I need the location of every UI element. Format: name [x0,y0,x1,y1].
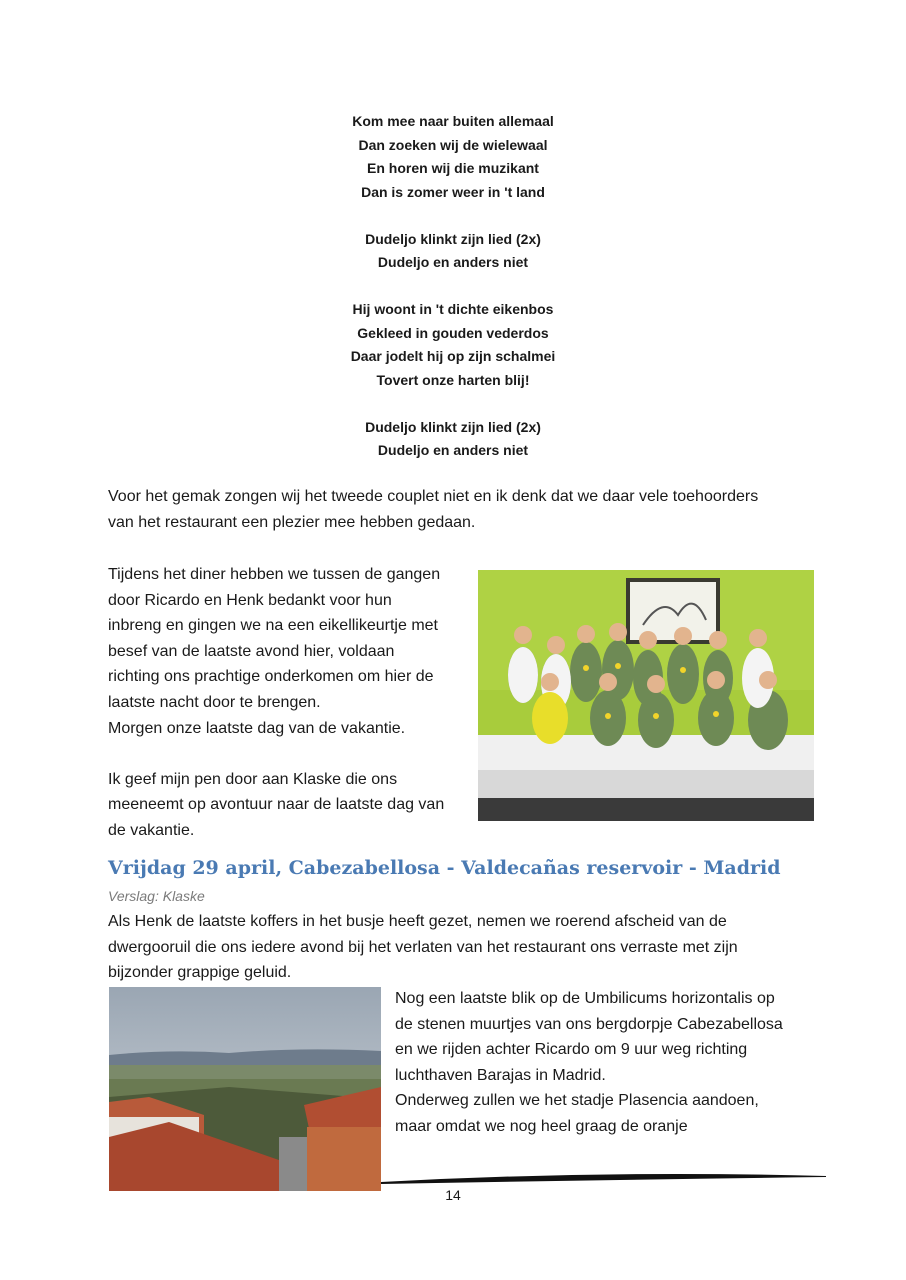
song-lyrics [0,110,906,486]
text-line: maar omdat we nog heel graag de oranje [395,1117,688,1135]
lyric-line: Hij woont in 't dichte eikenbos [352,301,554,317]
song-chorus [0,416,906,463]
paragraph-gap [108,741,468,767]
lyric-line: Dudeljo klinkt zijn lied (2x) [365,418,541,435]
text-line: richting ons prachtige onderkomen om hier de [108,668,434,686]
text-line: laatste nacht door te brengen. [108,693,321,711]
lyric-line: Dudeljo en anders niet [377,442,529,458]
paragraph-last-look [395,986,815,1140]
text-line: luchthaven Barajas in Madrid. [395,1066,606,1084]
section-heading: Vrijdag 29 april, Cabezabellosa - Valdecañas reservoir - Madrid [108,857,781,879]
song-chorus [0,228,906,275]
lyric-line: En horen wij die muzikant [367,160,539,176]
text-line: bijzonder grappige geluid. [108,964,292,982]
paragraph-second-verse [108,484,808,535]
lyric-line: Dan is zomer weer in 't land [361,183,545,200]
text-line: meeneemt op avontuur naar de laatste dag van [108,796,445,814]
lyric-line: Gekleed in gouden vederdos [357,324,549,341]
text-line: de stenen muurtjes van ons bergdorpje Cabezabellosa [395,1015,783,1033]
footer-divider [381,1168,826,1184]
byline: Verslag: Klaske [108,888,205,904]
text-line: dwergooruil die ons iedere avond bij het verlaten van het restaurant ons verraste met zijn [108,938,738,956]
text-line: Morgen onze laatste dag van de vakantie. [108,719,406,737]
text-line: de vakantie. [108,821,195,839]
text-line: Onderweg zullen we het stadje Plasencia aandoen, [395,1092,759,1110]
lyric-line: Dan zoeken wij de wielewaal [358,136,548,153]
text-line: Nog een laatste blik op de Umbilicums horizontalis op [395,990,775,1007]
group-dinner-photo [478,570,814,821]
text-line: Ik geef mijn pen door aan Klaske die ons [108,770,398,788]
village-landscape-photo [109,987,381,1191]
song-stanza [0,298,906,392]
text-line: door Ricardo en Henk bedankt voor hun [108,591,392,609]
text-line: en we rijden achter Ricardo om 9 uur weg richting [395,1041,748,1059]
lyric-line: Daar jodelt hij op zijn schalmei [350,348,556,364]
page-number: 14 [445,1187,461,1203]
lyric-line: Tovert onze harten blij! [376,371,530,388]
paragraph-departure [108,909,808,986]
lyric-line: Dudeljo en anders niet [377,254,529,270]
text-line: inbreng en gingen we na een eikellikeurtje met [108,617,438,635]
lyric-line: Kom mee naar buiten allemaal [352,113,554,129]
lyric-line: Dudeljo klinkt zijn lied (2x) [365,230,541,247]
text-line: Als Henk de laatste koffers in het busje heeft gezet, nemen we roerend afscheid van de [108,913,727,930]
text-line: Tijdens het diner hebben we tussen de gangen [108,566,441,583]
text-line: van het restaurant een plezier mee hebben gedaan. [108,513,476,531]
text-line: besef van de laatste avond hier, voldaan [108,642,395,660]
text-line: Voor het gemak zongen wij het tweede couplet niet en ik denk dat we daar vele toehoorders [108,488,759,505]
paragraph-dinner [108,562,468,844]
song-stanza [0,110,906,204]
